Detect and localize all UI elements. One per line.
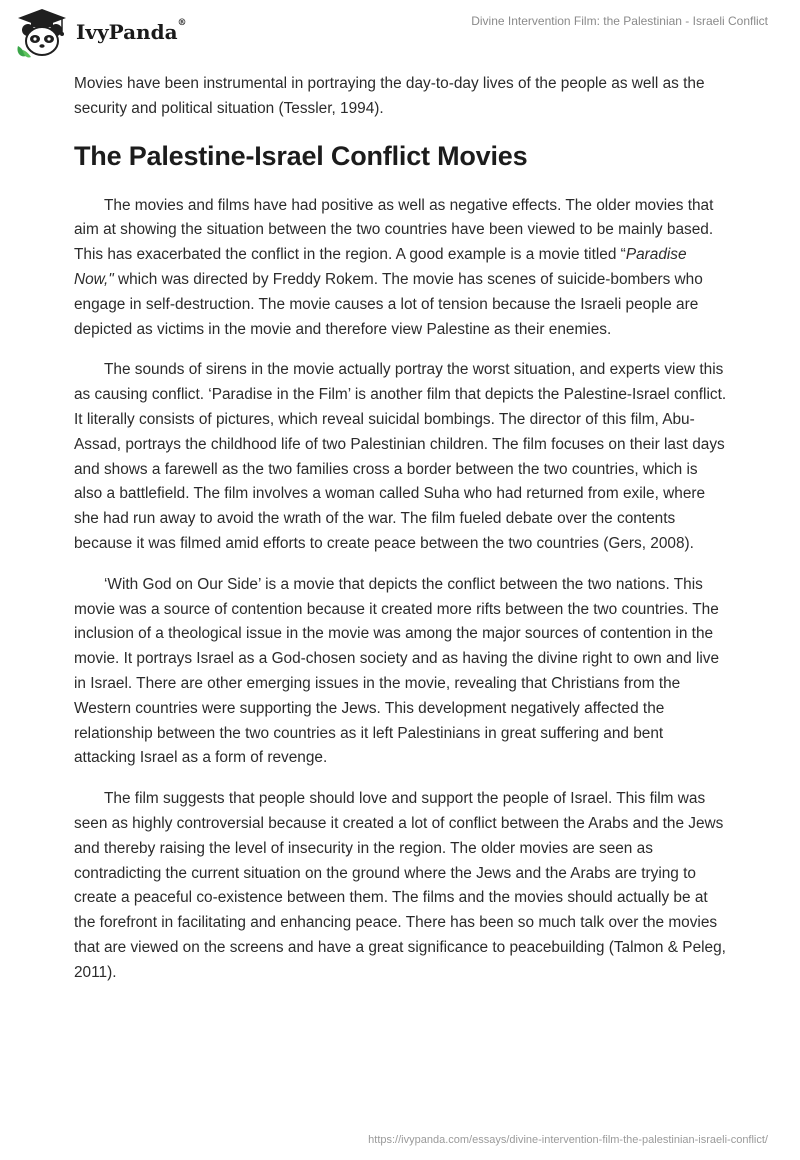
logo-wordmark: IvyPanda® — [76, 18, 187, 44]
body-paragraph-4: The film suggests that people should love and support the people of Israel. This film was seen as highly controversial because it created a lot of conflict between the Arabs and the Jews and thereby raising the level of insecurity in the region. The older movies are seen as contradicting the current situation on the ground where the Jews and the Arabs are trying to create a peaceful co-existence between them. The films and the movies should actually be at the forefront in facilitating and enhancing peace. There has been so much talk over the movies that are viewed on the screens and have a great significance to peacebuilding (Talmon & Peleg, 2011). — [74, 790, 726, 981]
intro-paragraph: Movies have been instrumental in portraying the day-to-day lives of the people as well as the security and political situation (Tessler, 1994). — [74, 75, 705, 117]
panda-graduate-icon — [14, 6, 70, 60]
ivypanda-logo[interactable] — [14, 6, 214, 60]
body-paragraph-2: The sounds of sirens in the movie actually portray the worst situation, and experts view this as causing conflict. ‘Paradise in the Film’ is another film that depicts the Palestine-Israel conflict. It literally consists of pictures, which reveal suicidal bombings. The director of this film, Abu-Assad, portrays the childhood life of two Palestinian children. The film focuses on their last days and shows a farewell as the two families cross a border between the two countries, which is also a battlefield. The film involves a woman called Suha who had returned from exile, where she had run away to avoid the wrath of the war. The film fueled debate over the contents because it was filmed amid efforts to create peace between the two countries (Gers, 2008). — [74, 361, 727, 552]
source-url[interactable]: https://ivypanda.com/essays/divine-intervention-film-the-palestinian-israeli-conflict/ — [368, 1134, 768, 1146]
movie-title-italic: Paradise Now," — [74, 246, 687, 288]
section-heading: The Palestine-Israel Conflict Movies — [74, 140, 528, 171]
document-title: Divine Intervention Film: the Palestinian - Israeli Conflict — [471, 14, 768, 28]
article-body — [74, 72, 728, 1002]
body-paragraph-1: The movies and films have had positive as well as negative effects. The older movies that aim at showing the situation between the two countries have been viewed to be mainly based. This has exacerbated the conflict in the region. A good example is a movie titled “Paradise Now," which was directed by Freddy Rokem. The movie has scenes of suicide-bombers who engage in self-destruction. The movie causes a lot of tension because the Israeli people are depicted as victims in the movie and therefore view Palestine as their enemies. — [74, 196, 714, 338]
body-paragraph-3: ‘With God on Our Side’ is a movie that depicts the conflict between the two nations. This movie was a source of contention because it created more rifts between the two countries. The inclusion of a theological issue in the movie was among the major sources of contention in the movie. It portrays Israel as a God-chosen society and as having the divine right to own and live in Israel. There are other emerging issues in the movie, revealing that Christians from the Western countries were supporting the Jews. This development negatively affected the relationship between the two countries as it left Palestinians in great suffering and bent attacking Israel as a form of revenge. — [74, 575, 720, 767]
page-header — [0, 0, 800, 66]
